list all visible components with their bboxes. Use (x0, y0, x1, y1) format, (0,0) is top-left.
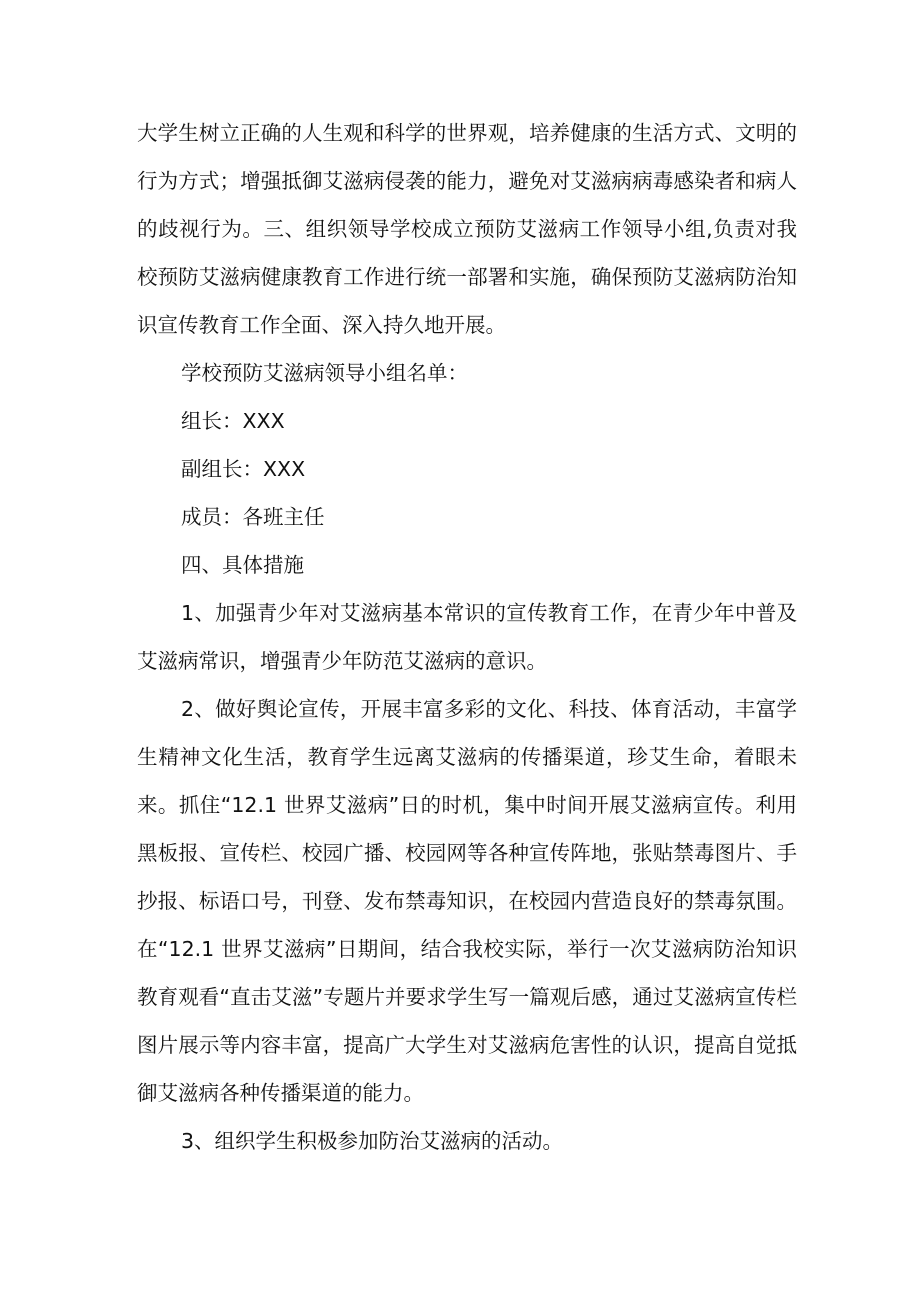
document-body (137, 109, 797, 1165)
paragraph-measure-3: 3、组织学生积极参加防治艾滋病的活动。 (181, 1129, 564, 1153)
paragraph-deputy-leader: 副组长：XXX (181, 457, 306, 481)
section-heading-measures: 四、具体措施 (181, 553, 304, 577)
paragraph-intro: 大学生树立正确的人生观和科学的世界观，培养健康的生活方式、文明的行为方式；增强抵御艾滋病侵袭的能力，避免对艾滋病病毒感染者和病人的歧视行为。三、组织领导学校成立预防艾滋病工作领导小组,负责对我校预防艾滋病健康教育工作进行统一部署和实施，确保预防艾滋病防治知识宣传教育工作全面、深入持久地开展。 (137, 121, 797, 337)
paragraph-group-leader: 组长：XXX (181, 409, 285, 433)
paragraph-measure-1: 1、加强青少年对艾滋病基本常识的宣传教育工作，在青少年中普及艾滋病常识，增强青少年防范艾滋病的意识。 (137, 601, 797, 673)
paragraph-members: 成员：各班主任 (181, 505, 325, 529)
paragraph-leader-list-heading: 学校预防艾滋病领导小组名单： (181, 361, 468, 385)
paragraph-measure-2: 2、做好舆论宣传，开展丰富多彩的文化、科技、体育活动，丰富学生精神文化生活，教育学生远离艾滋病的传播渠道，珍艾生命，着眼未来。抓住“12.1 世界艾滋病”日的时机，集中时间开展艾滋病宣传。利用黑板报、宣传栏、校园广播、校园网等各种宣传阵地，张贴禁毒图片、手抄报、标语口号，刊登、发布禁毒知识，在校园内营造良好的禁毒氛围。在“12.1 世界艾滋病”日期间，结合我校实际，举行一次艾滋病防治知识教育观看“直击艾滋”专题片并要求学生写一篇观后感，通过艾滋病宣传栏图片展示等内容丰富，提高广大学生对艾滋病危害性的认识，提高自觉抵御艾滋病各种传播渠道的能力。 (137, 697, 797, 1105)
